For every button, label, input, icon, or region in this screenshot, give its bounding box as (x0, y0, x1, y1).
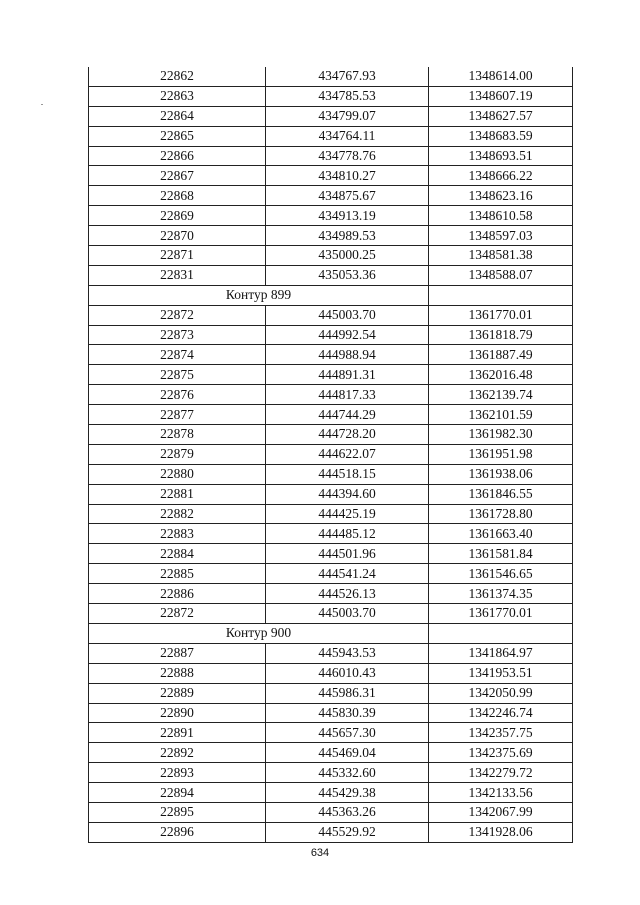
point-id-cell: 22882 (89, 504, 266, 524)
x-coordinate-cell: 445332.60 (266, 763, 429, 783)
table-row (89, 723, 573, 743)
x-coordinate-cell: 444622.07 (266, 444, 429, 464)
point-id-cell: 22896 (89, 822, 266, 842)
table-row (89, 564, 573, 584)
point-id-cell: 22865 (89, 126, 266, 146)
x-coordinate-cell: 434810.27 (266, 166, 429, 186)
point-id-cell: 22884 (89, 544, 266, 564)
table-row (89, 484, 573, 504)
point-id-cell: 22881 (89, 484, 266, 504)
point-id-cell: 22877 (89, 405, 266, 425)
point-id-cell: 22883 (89, 524, 266, 544)
y-coordinate-cell: 1361938.06 (429, 464, 573, 484)
x-coordinate-cell: 434785.53 (266, 86, 429, 106)
point-id-cell: 22880 (89, 464, 266, 484)
point-id-cell: 22871 (89, 246, 266, 266)
y-coordinate-cell: 1348627.57 (429, 106, 573, 126)
y-coordinate-cell: 1342279.72 (429, 763, 573, 783)
table-row (89, 385, 573, 405)
point-id-cell: 22867 (89, 166, 266, 186)
point-id-cell: 22888 (89, 663, 266, 683)
point-id-cell: 22864 (89, 106, 266, 126)
point-id-cell: 22862 (89, 67, 266, 86)
coordinates-table-body (89, 67, 573, 842)
point-id-cell: 22866 (89, 146, 266, 166)
y-coordinate-cell: 1341864.97 (429, 643, 573, 663)
x-coordinate-cell: 445363.26 (266, 802, 429, 822)
table-row (89, 743, 573, 763)
table-row (89, 763, 573, 783)
y-coordinate-cell: 1348623.16 (429, 186, 573, 206)
x-coordinate-cell: 434875.67 (266, 186, 429, 206)
x-coordinate-cell: 434767.93 (266, 67, 429, 86)
table-row (89, 126, 573, 146)
x-coordinate-cell: 444485.12 (266, 524, 429, 544)
table-row (89, 186, 573, 206)
x-coordinate-cell: 445003.70 (266, 305, 429, 325)
point-id-cell: 22863 (89, 86, 266, 106)
point-id-cell: 22876 (89, 385, 266, 405)
x-coordinate-cell: 444988.94 (266, 345, 429, 365)
table-row (89, 683, 573, 703)
y-coordinate-cell: 1361770.01 (429, 604, 573, 624)
table-row (89, 703, 573, 723)
x-coordinate-cell: 434799.07 (266, 106, 429, 126)
table-row (89, 246, 573, 266)
x-coordinate-cell: 445830.39 (266, 703, 429, 723)
y-coordinate-cell: 1348607.19 (429, 86, 573, 106)
y-coordinate-cell: 1361818.79 (429, 325, 573, 345)
y-coordinate-cell: 1348614.00 (429, 67, 573, 86)
y-coordinate-cell: 1361546.65 (429, 564, 573, 584)
x-coordinate-cell: 444744.29 (266, 405, 429, 425)
x-coordinate-cell: 444526.13 (266, 584, 429, 604)
x-coordinate-cell: 444425.19 (266, 504, 429, 524)
y-coordinate-cell: 1348693.51 (429, 146, 573, 166)
point-id-cell: 22875 (89, 365, 266, 385)
contour-label: Контур 900 (89, 623, 429, 643)
y-coordinate-cell: 1341953.51 (429, 663, 573, 683)
x-coordinate-cell: 444541.24 (266, 564, 429, 584)
x-coordinate-cell: 434764.11 (266, 126, 429, 146)
y-coordinate-cell: 1341928.06 (429, 822, 573, 842)
y-coordinate-cell: 1361728.80 (429, 504, 573, 524)
y-coordinate-cell: 1342133.56 (429, 783, 573, 803)
y-coordinate-cell: 1342357.75 (429, 723, 573, 743)
point-id-cell: 22892 (89, 743, 266, 763)
y-coordinate-cell: 1342067.99 (429, 802, 573, 822)
point-id-cell: 22874 (89, 345, 266, 365)
y-coordinate-cell: 1348610.58 (429, 206, 573, 226)
x-coordinate-cell: 444518.15 (266, 464, 429, 484)
point-id-cell: 22890 (89, 703, 266, 723)
x-coordinate-cell: 435000.25 (266, 246, 429, 266)
table-row (89, 802, 573, 822)
table-row (89, 345, 573, 365)
y-coordinate-cell: 1361887.49 (429, 345, 573, 365)
point-id-cell: 22889 (89, 683, 266, 703)
table-row (89, 325, 573, 345)
empty-cell (429, 285, 573, 305)
y-coordinate-cell: 1348588.07 (429, 265, 573, 285)
x-coordinate-cell: 444501.96 (266, 544, 429, 564)
table-row (89, 206, 573, 226)
empty-cell (429, 623, 573, 643)
y-coordinate-cell: 1361982.30 (429, 425, 573, 445)
x-coordinate-cell: 444891.31 (266, 365, 429, 385)
x-coordinate-cell: 446010.43 (266, 663, 429, 683)
table-row (89, 663, 573, 683)
point-id-cell: 22831 (89, 265, 266, 285)
table-row (89, 822, 573, 842)
point-id-cell: 22879 (89, 444, 266, 464)
x-coordinate-cell: 445529.92 (266, 822, 429, 842)
y-coordinate-cell: 1342050.99 (429, 683, 573, 703)
point-id-cell: 22891 (89, 723, 266, 743)
y-coordinate-cell: 1362016.48 (429, 365, 573, 385)
point-id-cell: 22869 (89, 206, 266, 226)
point-id-cell: 22885 (89, 564, 266, 584)
point-id-cell: 22873 (89, 325, 266, 345)
x-coordinate-cell: 444992.54 (266, 325, 429, 345)
y-coordinate-cell: 1361951.98 (429, 444, 573, 464)
contour-header-row (89, 285, 573, 305)
table-row (89, 544, 573, 564)
y-coordinate-cell: 1361581.84 (429, 544, 573, 564)
table-row (89, 86, 573, 106)
table-row (89, 604, 573, 624)
point-id-cell: 22887 (89, 643, 266, 663)
table-row (89, 265, 573, 285)
x-coordinate-cell: 445469.04 (266, 743, 429, 763)
point-id-cell: 22870 (89, 226, 266, 246)
y-coordinate-cell: 1342375.69 (429, 743, 573, 763)
x-coordinate-cell: 444728.20 (266, 425, 429, 445)
x-coordinate-cell: 445943.53 (266, 643, 429, 663)
point-id-cell: 22872 (89, 305, 266, 325)
point-id-cell: 22872 (89, 604, 266, 624)
scan-speck (41, 104, 43, 105)
x-coordinate-cell: 444394.60 (266, 484, 429, 504)
table-row (89, 504, 573, 524)
table-row (89, 584, 573, 604)
y-coordinate-cell: 1362101.59 (429, 405, 573, 425)
x-coordinate-cell: 445429.38 (266, 783, 429, 803)
table-row (89, 524, 573, 544)
table-row (89, 425, 573, 445)
x-coordinate-cell: 445657.30 (266, 723, 429, 743)
table-row (89, 783, 573, 803)
table-row (89, 365, 573, 385)
x-coordinate-cell: 445986.31 (266, 683, 429, 703)
contour-header-row (89, 623, 573, 643)
y-coordinate-cell: 1361770.01 (429, 305, 573, 325)
table-row (89, 643, 573, 663)
y-coordinate-cell: 1361846.55 (429, 484, 573, 504)
y-coordinate-cell: 1348666.22 (429, 166, 573, 186)
table-row (89, 146, 573, 166)
point-id-cell: 22893 (89, 763, 266, 783)
x-coordinate-cell: 445003.70 (266, 604, 429, 624)
y-coordinate-cell: 1348597.03 (429, 226, 573, 246)
y-coordinate-cell: 1342246.74 (429, 703, 573, 723)
table-row (89, 405, 573, 425)
table-row (89, 444, 573, 464)
x-coordinate-cell: 444817.33 (266, 385, 429, 405)
contour-label: Контур 899 (89, 285, 429, 305)
y-coordinate-cell: 1361663.40 (429, 524, 573, 544)
table-row (89, 464, 573, 484)
point-id-cell: 22895 (89, 802, 266, 822)
table-row (89, 226, 573, 246)
table-row (89, 305, 573, 325)
y-coordinate-cell: 1361374.35 (429, 584, 573, 604)
table-row (89, 166, 573, 186)
point-id-cell: 22894 (89, 783, 266, 803)
y-coordinate-cell: 1348683.59 (429, 126, 573, 146)
y-coordinate-cell: 1348581.38 (429, 246, 573, 266)
page-number: 634 (310, 847, 330, 859)
x-coordinate-cell: 434989.53 (266, 226, 429, 246)
table-row (89, 67, 573, 86)
point-id-cell: 22878 (89, 425, 266, 445)
table-row (89, 106, 573, 126)
x-coordinate-cell: 434778.76 (266, 146, 429, 166)
x-coordinate-cell: 435053.36 (266, 265, 429, 285)
point-id-cell: 22868 (89, 186, 266, 206)
y-coordinate-cell: 1362139.74 (429, 385, 573, 405)
coordinates-table (88, 67, 573, 843)
point-id-cell: 22886 (89, 584, 266, 604)
x-coordinate-cell: 434913.19 (266, 206, 429, 226)
